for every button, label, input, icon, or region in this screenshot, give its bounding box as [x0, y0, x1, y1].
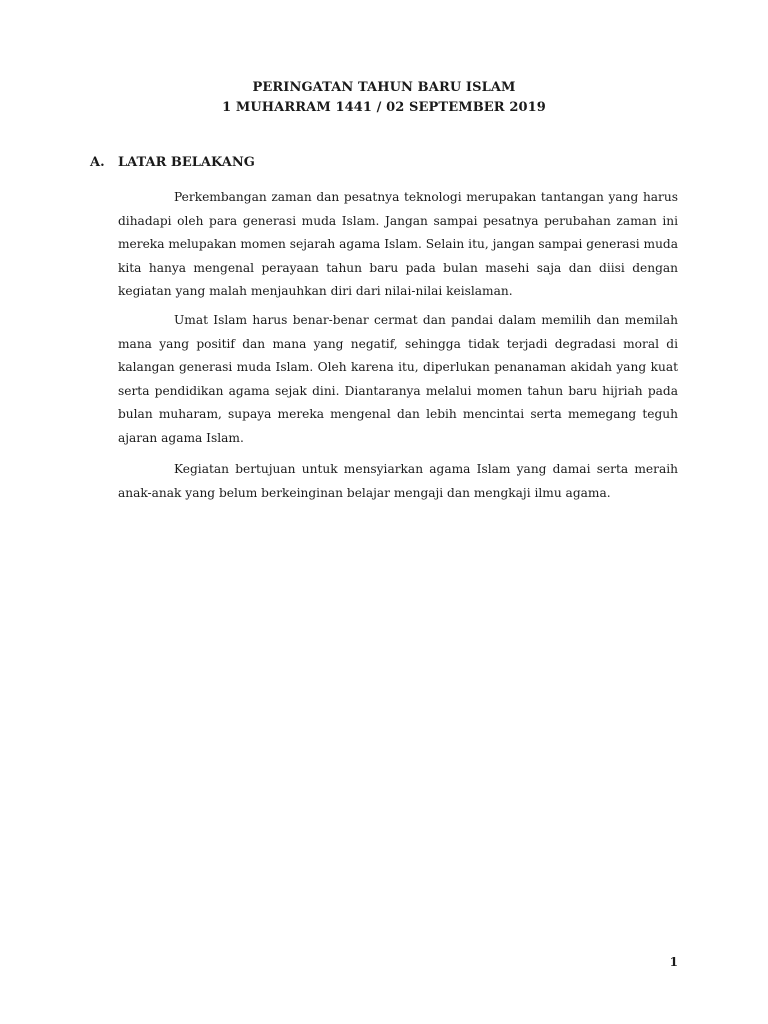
document-subtitle-date: 1 MUHARRAM 1441 / 02 SEPTEMBER 2019: [222, 100, 546, 115]
section-heading: [90, 155, 255, 170]
page-number: 1: [669, 955, 678, 969]
section-title: LATAR BELAKANG: [118, 155, 255, 170]
paragraph-2: Umat Islam harus benar-benar cermat dan pandai dalam memilih dan memilah mana yang positif dan mana yang negatif, sehingga tidak terjadi degradasi moral di kalangan generasi muda Islam. Oleh karena itu, diperlukan penanaman akidah yang kuat serta pendidikan agama sejak dini. Diantaranya melalui momen tahun baru hijriah pada bulan muharam, supaya mereka mengenal dan lebih mencintai serta memegang teguh ajaran agama Islam.: [118, 313, 678, 445]
paragraph-3: Kegiatan bertujuan untuk mensyiarkan agama Islam yang damai serta meraih anak-anak yang belum berkeinginan belajar mengaji dan mengkaji ilmu agama.: [118, 462, 678, 500]
section-number: A.: [90, 155, 105, 170]
paragraph-1: Perkembangan zaman dan pesatnya teknologi merupakan tantangan yang harus dihadapi oleh para generasi muda Islam. Jangan sampai pesatnya perubahan zaman ini mereka melupakan momen sejarah agama Islam. Selain itu, jangan sampai generasi muda kita hanya mengenal perayaan tahun baru pada bulan masehi saja dan diisi dengan kegiatan yang malah menjauhkan diri dari nilai-nilai keislaman.: [118, 190, 678, 298]
document-title: PERINGATAN TAHUN BARU ISLAM: [252, 80, 516, 95]
